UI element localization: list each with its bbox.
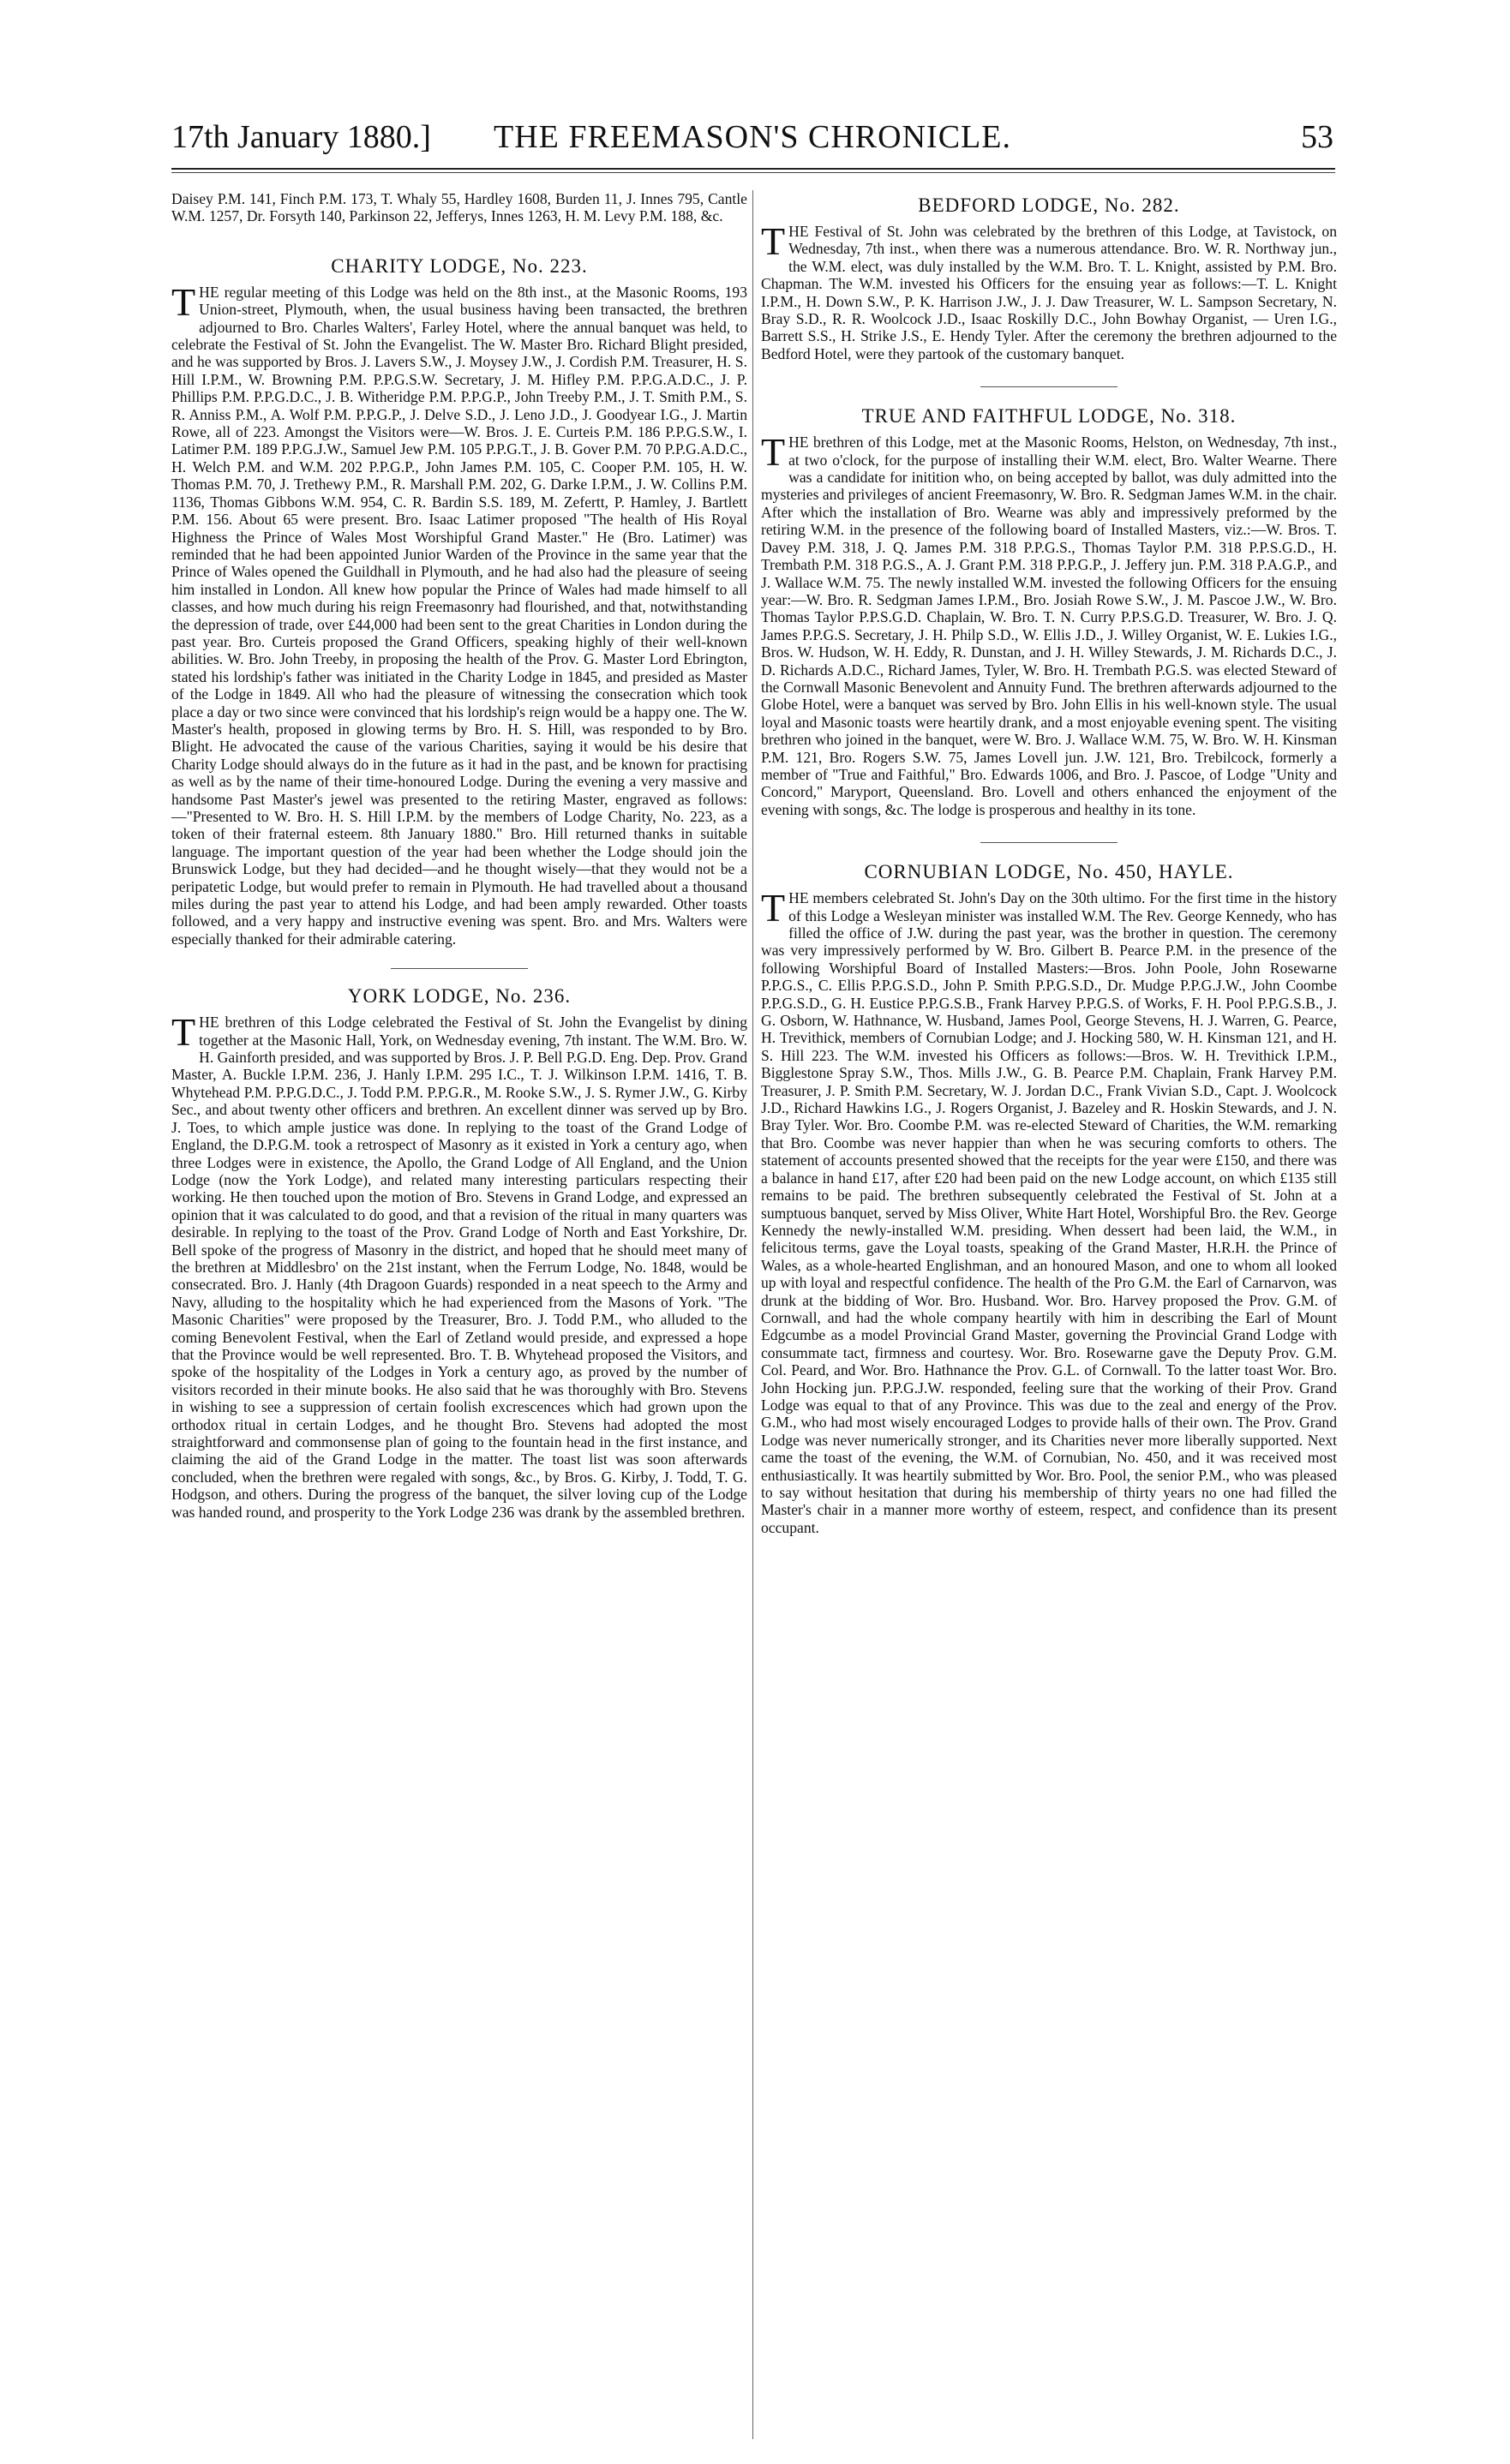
page-number: 53 xyxy=(1301,119,1333,155)
article-text: HE Festival of St. John was celebrated by the brethren of this Lodge, at Tavistock, on Wednesday, 7th inst., when there was a numerous attendance. Bro. W. R. Northway jun., the W.M. elect, was duly installed by the W.M. Bro. T. L. Knight, assisted by P.M. Bro. Chapman. The W.M. invested his Officers for the ensuing year as follows:—T. L. Knight I.P.M., H. Down S.W., P. K. Harrison J.W., J. J. Daw Treasurer, W. L. Sampson Secretary, N. Bray S.D., R. R. Woolcock J.D., Isaac Roskilly D.C., John Bowhay Organist, — Uren I.G., Barrett S.S., H. Strike J.S., E. Hendy Tyler. After the ceremony the brethren adjourned to the Bedford Hotel, were they partook of the customary banquet. xyxy=(761,223,1337,362)
cornubian-lodge-heading: CORNUBIAN LODGE, No. 450, HAYLE. xyxy=(864,861,1234,883)
section-separator xyxy=(391,968,528,969)
charity-lodge-heading: CHARITY LODGE, No. 223. xyxy=(331,254,588,277)
true-faithful-lodge-article xyxy=(761,430,1337,818)
column-divider xyxy=(752,190,753,2439)
masthead xyxy=(171,118,1333,166)
right-column xyxy=(761,190,1337,1536)
dropcap: T xyxy=(761,430,786,475)
article-text: HE members celebrated St. John's Day on the 30th ultimo. For the first time in the history of this Lodge a Wesleyan minister was installed W.M. The Rev. George Kennedy, who has filled the office of J.W. during the past year, was the brother in question. The ceremony was very impressively performed by W. Bro. Gilbert B. Pearce P.M. in the presence of the following Worshipful Board of Installed Masters:—Bros. John Poole, John Rosewarne P.P.G.S., C. Ellis P.P.G.S.D., John P. Smith P.P.G.S.D., Dr. Mudge P.P.G.J.W., John Coombe P.P.G.S.D., G. H. Eustice P.P.G.S.B., Frank Harvey P.P.G.S. of Works, F. H. Pool P.P.G.S.B., J. G. Osborn, W. Hathnance, W. Husband, James Pool, George Stevens, H. J. Warren, G. Pearce, H. Trevithick, members of Cornubian Lodge; and J. Hocking 580, W. H. Kinsman 121, and H. S. Hill 223. The W.M. invested his Officers as follows:—Bros. W. H. Trevithick I.P.M., Bigglestone Spray S.W., Thos. Mills J.W., G. B. Pearce P.M. Chaplain, Frank Harvey P.M. Treasurer, J. P. Smith P.M. Secretary, W. J. Jordan D.C., Frank Vivian S.D., Capt. J. Woolcock J.D., Richard Hawkins I.G., J. Rogers Organist, J. Bazeley and R. Hoskin Stewards, and J. N. Bray Tyler. Wor. Bro. Coombe P.M. was re-elected Steward of Charities, the W.M. remarking that Bro. Coombe was never happier than when he was securing comforts to others. The statement of accounts presented showed that the receipts for the year were £150, and there was a balance in hand £17, after £20 had been paid on the new Lodge account, on which £135 still remains to be paid. The brethren subsequently celebrated the Festival of St. John at a sumptuous banquet, served by Miss Oliver, White Hart Hotel, Worshipful Bro. the Rev. George Kennedy the newly-installed W.M. presiding. When dessert had been laid, the W.M., in felicitous terms, gave the Loyal toasts, speaking of the Grand Master, H.R.H. the Prince of Wales, as a whole-hearted Englishman, and an honoured Mason, and one to whom all looked up with loyal and respectful confidence. The health of the Pro G.M. the Earl of Carnarvon, was drunk at the bidding of Wor. Bro. Husband. Wor. Bro. Harvey proposed the Prov. G.M. of Cornwall, and had the whole company heartily with him in describing the Earl of Mount Edgcumbe as a model Provincial Grand Master, governing the Provincial Grand Lodge with consummate tact, firmness and courtesy. Wor. Bro. Rosewarne gave the Deputy Prov. G.M. Col. Peard, and Wor. Bro. Hathnance the Prov. G.L. of Cornwall. To the latter toast Wor. Bro. John Hocking jun. P.P.G.J.W. responded, feeling sure that the working of their Prov. Grand Lodge was equal to that of any Province. This was due to the zeal and energy of the Prov. G.M., who had most wisely encouraged Lodges to provide halls of their own. The Prov. Grand Lodge was never numerically stronger, and its Charities never more liberally supported. Next came the toast of the evening, the W.M. of Cornubian, No. 450, and it was received most enthusiastically. It was heartily submitted by Wor. Bro. Pool, the senior P.M., who was pleased to say without hesitation that during his membership of thirty years no one had filled the Master's chair in a manner more worthy of esteem, respect, and confidence than its present occupant. xyxy=(761,889,1337,1536)
cornubian-lodge-article xyxy=(761,886,1337,1536)
section-separator xyxy=(980,842,1118,843)
york-lodge-article xyxy=(171,1010,747,1521)
issue-date: 17th January 1880.] xyxy=(171,119,431,155)
publication-title: THE FREEMASON'S CHRONICLE. xyxy=(494,119,1011,155)
masthead-rule-thin xyxy=(171,172,1335,173)
dropcap: T xyxy=(761,219,786,263)
dropcap: T xyxy=(761,886,786,930)
charity-lodge-article xyxy=(171,279,747,948)
left-column xyxy=(171,190,747,1521)
true-faithful-lodge-heading: TRUE AND FAITHFUL LODGE, No. 318. xyxy=(861,405,1237,428)
dropcap: T xyxy=(171,279,196,324)
dropcap: T xyxy=(171,1010,196,1055)
bedford-lodge-article xyxy=(761,219,1337,362)
article-text: HE brethren of this Lodge celebrated the Festival of St. John the Evangelist by dining together at the Masonic Hall, York, on Wednesday evening, 7th instant. The W.M. Bro. W. H. Gainforth presided, and was supported by Bros. J. P. Bell P.G.D. Eng. Dep. Prov. Grand Master, A. Buckle I.P.M. 236, J. Hanly I.P.M. 295 I.C., T. J. Wilkinson I.P.M. 1416, T. B. Whytehead P.M. P.P.G.D.C., J. Todd P.M. P.P.G.R., M. Rooke S.W., J. S. Rymer J.W., G. Kirby Sec., and about twenty other officers and brethren. An excellent dinner was served up by Bro. J. Toes, to which ample justice was done. In replying to the toast of the Grand Lodge of England, the D.P.G.M. took a retrospect of Masonry as it existed in York a century ago, when three Lodges were in existence, the Apollo, the Grand Lodge of All England, and the Union Lodge (now the York Lodge), and related many interesting particulars respecting their working. He then touched upon the motion of Bro. Stevens in Grand Lodge, and expressed an opinion that it was calculated to do good, and that a revision of the ritual in many quarters was desirable. In replying to the toast of the Prov. Grand Lodge of North and East Yorkshire, Dr. Bell spoke of the progress of Masonry in the district, and hoped that he should meet many of the brethren at Middlesbro' on the 21st instant, when the Ferrum Lodge, No. 1848, would be consecrated. Bro. J. Hanly (4th Dragoon Guards) responded in a neat speech to the Army and Navy, alluding to the hospitality which he had experienced from the Masons of York. "The Masonic Charities" were proposed by the Treasurer, Bro. J. Todd P.M., who alluded to the coming Benevolent Festival, when the Earl of Zetland would preside, and expressed a hope that the Province would be well represented. Bro. T. B. Whytehead proposed the Visitors, and spoke of the hospitality of the Lodges in York a century ago, as proved by the number of visitors recorded in their minute books. He also said that he was thoroughly with Bro. Stevens in wishing to see a suppression of certain foolish excrescences which had grown upon the orthodox ritual in certain Lodges, and he thought Bro. Stevens had adopted the most straightforward and commonsense plan of going to the fountain head in the first instance, and claiming the aid of the Grand Lodge in the matter. The toast list was soon afterwards concluded, when the brethren were regaled with songs, &c., by Bros. G. Kirby, J. Todd, T. G. Hodgson, and others. During the progress of the banquet, the silver loving cup of the Lodge was handed round, and prosperity to the York Lodge 236 was drank by the assembled brethren. xyxy=(171,1014,747,1521)
york-lodge-heading: YORK LODGE, No. 236. xyxy=(347,985,572,1008)
article-text: HE brethren of this Lodge, met at the Masonic Rooms, Helston, on Wednesday, 7th inst., at two o'clock, for the purpose of installing their W.M. elect, Bro. Walter Wearne. There was a candidate for initition who, on being accepted by ballot, was duly admitted into the mysteries and privileges of ancient Freemasonry, W. Bro. R. Sedgman James W.M. in the chair. After which the installation of Bro. Wearne was ably and impressively preformed by the retiring W.M. in the presence of the following board of Installed Masters, viz.:—W. Bros. T. Davey P.M. 318, J. Q. James P.M. 318 P.P.G.S., Thomas Taylor P.M. 318 P.P.S.G.D., H. Trembath P.M. 318 P.G.S., A. J. Grant P.M. 318 P.P.G.P., J. Jeffery jun. P.M. 318 P.A.G.P., and J. Wallace W.M. 75. The newly installed W.M. invested the following Officers for the ensuing year:—W. Bro. R. Sedgman James I.P.M., Bro. Josiah Rowe S.W., J. M. Pascoe J.W., W. Bro. Thomas Taylor P.P.S.G.D. Chaplain, W. Bro. T. N. Curry P.P.S.G.D. Treasurer, W. Bro. J. Q. James P.P.G.S. Secretary, J. H. Philp S.D., W. Ellis J.D., J. Willey Organist, W. E. Lukies I.G., Bros. W. Hudson, W. H. Eddy, R. Dunstan, and J. H. Willey Stewards, J. M. Richards D.C., J. D. Richards A.D.C., Richard James, Tyler, W. Bro. H. Trembath P.G.S. was elected Steward of the Cornwall Masonic Benevolent and Annuity Fund. The brethren afterwards adjourned to the Globe Hotel, were a banquet was served by Bro. John Ellis in his well-known style. The usual loyal and Masonic toasts were heartily drank, and a most enjoyable evening spent. The visiting brethren who joined in the banquet, were W. Bro. J. Wallace W.M. 75, W. Bro. W. H. Kinsman P.M. 121, Bro. Rogers S.W. 75, James Lovell jun. J.W. 121, Bro. Trebilcock, formerly a member of "True and Faithful," Bro. Edwards 1006, and Bro. J. Pascoe, of Lodge "Unity and Concord," Maryport, Queensland. Bro. Lovell and others enhanced the enjoyment of the evening with songs, &c. The lodge is prosperous and healthy in its tone. xyxy=(761,434,1337,818)
masthead-rule xyxy=(171,168,1335,170)
bedford-lodge-heading: BEDFORD LODGE, No. 282. xyxy=(918,194,1180,216)
article-text: HE regular meeting of this Lodge was held on the 8th inst., at the Masonic Rooms, 193 Union-street, Plymouth, when, the usual business having been transacted, the brethren adjourned to Bro. Charles Walters', Farley Hotel, where the annual banquet was held, to celebrate the Festival of St. John the Evangelist. The W. Master Bro. Richard Blight presided, and he was supported by Bros. J. Lavers S.W., J. Moysey J.W., J. Cordish P.M. Treasurer, H. S. Hill I.P.M., W. Browning P.M. P.P.G.S.W. Secretary, J. M. Hifley P.M. P.P.G.A.D.C., J. P. Phillips P.M. P.P.G.D.C., J. B. Witheridge P.M. P.P.G.P., John Treeby P.M., J. T. Smith P.M., S. R. Anniss P.M., A. Wolf P.M. P.P.G.P., J. Delve S.D., J. Leno J.D., J. Goodyear I.G., J. Martin Rowe, all of 223. Amongst the Visitors were—W. Bros. J. E. Curteis P.M. 186 P.P.G.S.W., I. Latimer P.M. 189 P.P.G.J.W., Samuel Jew P.M. 105 P.P.G.T., J. B. Gover P.M. 70 P.P.G.A.D.C., H. Welch P.M. and W.M. 202 P.P.G.P., John James P.M. 105, C. Cooper P.M. 105, H. W. Thomas P.M. 70, J. Trethewy P.M., R. Marshall P.M. 202, G. Darke I.P.M., J. W. Collins P.M. 1136, Thomas Gibbons W.M. 954, C. R. Bardin S.S. 189, M. Zefertt, P. Hamley, J. Bartlett P.M. 156. About 65 were present. Bro. Isaac Latimer proposed "The health of His Royal Highness the Prince of Wales Most Worshipful Grand Master." He (Bro. Latimer) was reminded that he had been appointed Junior Warden of the Province in the same year that the Prince of Wales opened the Guildhall in Plymouth, and he had also had the pleasure of seeing him installed in London. All knew how popular the Prince of Wales had made himself to all classes, and how much during his reign Freemasonry had flourished, and that, notwithstanding the depression of trade, over £44,000 had been sent to the great Charities in London during the past year. Bro. Curteis proposed the Grand Officers, speaking highly of their well-known abilities. W. Bro. John Treeby, in proposing the health of the Prov. G. Master Lord Ebrington, stated his lordship's father was initiated in the Charity Lodge in 1845, and presided as Master of the Lodge in 1849. All who had the pleasure of witnessing the consecration which took place a day or two since were convinced that his lordship's reign would be a happy one. The W. Master's health, proposed in glowing terms by Bro. H. S. Hill, was responded to by Bro. Blight. He advocated the cause of the various Charities, saying it would be his desire that Charity Lodge should always do in the future as it had in the past, and be known for practising as well as by the name of their time-honoured Lodge. During the evening a very massive and handsome Past Master's jewel was presented to the retiring Master, engraved as follows:—"Presented to W. Bro. H. S. Hill I.P.M. by the members of Lodge Charity, No. 223, as a token of their fraternal esteem. 8th January 1880." Bro. Hill returned thanks in suitable language. The important question of the year had been whether the Lodge should join the Brunswick Lodge, but they had decided—and he thought wisely—that they would not be a peripatetic Lodge, but would prefer to remain in Plymouth. He had travelled about a thousand miles during the past year to attend his Lodge, and had been amply rewarded. Other toasts followed, and a very happy and instructive evening was spent. Bro. and Mrs. Walters were especially thanked for their admirable catering. xyxy=(171,283,747,948)
continuation-paragraph: Daisey P.M. 141, Finch P.M. 173, T. Whaly 55, Hardley 1608, Burden 11, J. Innes 795, Cantle W.M. 1257, Dr. Forsyth 140, Parkinson 22, Jefferys, Innes 1263, H. M. Levy P.M. 188, &c. xyxy=(171,190,747,225)
section-separator xyxy=(980,386,1118,387)
